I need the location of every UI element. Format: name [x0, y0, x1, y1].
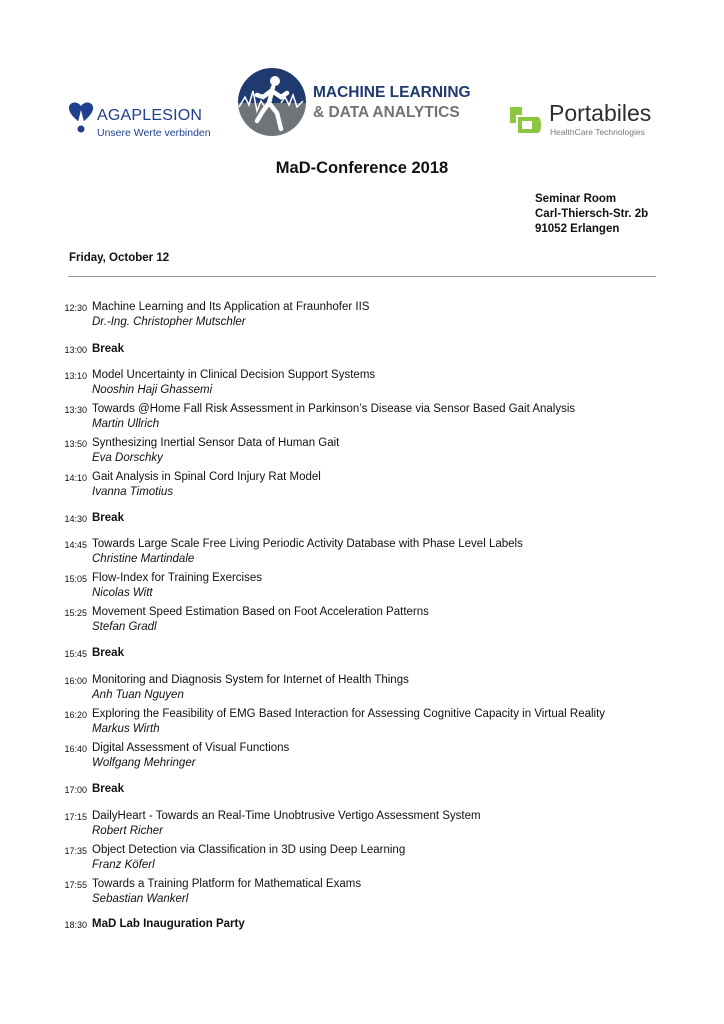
venue-address	[535, 192, 648, 237]
entry-time: 13:00	[64, 345, 87, 355]
agaplesion-tagline: Unsere Werte verbinden	[97, 127, 211, 139]
entry-title: Object Detection via Classification in 3D using Deep Learning	[92, 844, 406, 856]
entry-title: Model Uncertainty in Clinical Decision Support Systems	[92, 369, 376, 381]
page-title: MaD-Conference 2018	[275, 159, 449, 177]
entry-time: 12:30	[64, 303, 87, 313]
entry-time: 17:35	[64, 846, 87, 856]
entry-title: Break	[92, 512, 124, 524]
schedule-day: Friday, October 12	[69, 252, 170, 264]
entry-title: Flow-Index for Training Exercises	[92, 572, 263, 584]
entry-time: 14:10	[64, 473, 87, 483]
entry-speaker: Nicolas Witt	[92, 587, 153, 599]
entry-speaker: Anh Tuan Nguyen	[92, 689, 184, 701]
entry-title: Machine Learning and Its Application at Fraunhofer IIS	[92, 301, 370, 313]
entry-speaker: Robert Richer	[92, 825, 163, 837]
entry-speaker: Ivanna Timotius	[92, 486, 174, 498]
entry-time: 16:40	[64, 744, 87, 754]
entry-time: 15:45	[64, 649, 87, 659]
entry-time: 15:25	[64, 608, 87, 618]
entry-title: Synthesizing Inertial Sensor Data of Human Gait	[92, 437, 340, 449]
entry-time: 14:30	[64, 514, 87, 524]
entry-title: Towards @Home Fall Risk Assessment in Parkinson’s Disease via Sensor Based Gait Analysis	[92, 403, 576, 415]
entry-title: Movement Speed Estimation Based on Foot Acceleration Patterns	[92, 606, 429, 618]
entry-speaker: Dr.-Ing. Christopher Mutschler	[92, 316, 246, 328]
mad-logo	[237, 67, 482, 141]
entry-speaker: Sebastian Wankerl	[92, 893, 189, 905]
agaplesion-name: AGAPLESION	[97, 107, 203, 124]
mad-logo-line2: & DATA ANALYTICS	[313, 104, 460, 121]
divider	[68, 276, 656, 277]
entry-title: Digital Assessment of Visual Functions	[92, 742, 290, 754]
venue-room: Seminar Room	[535, 193, 617, 205]
mad-logo-line1: MACHINE LEARNING	[313, 84, 471, 101]
entry-title: MaD Lab Inauguration Party	[92, 918, 245, 930]
entry-speaker: Wolfgang Mehringer	[92, 757, 196, 769]
entry-time: 15:05	[64, 574, 87, 584]
entry-speaker: Markus Wirth	[92, 723, 160, 735]
entry-speaker: Christine Martindale	[92, 553, 195, 565]
portabiles-logo	[508, 100, 668, 142]
entry-title: Exploring the Feasibility of EMG Based Interaction for Assessing Cognitive Capacity in Virtual Reality	[92, 708, 606, 720]
entry-speaker: Nooshin Haji Ghassemi	[92, 384, 213, 396]
entry-title: Towards a Training Platform for Mathematical Exams	[92, 878, 362, 890]
agaplesion-logo	[68, 100, 211, 142]
entry-time: 14:45	[64, 540, 87, 550]
entry-time: 17:00	[64, 785, 87, 795]
portabiles-tagline: HealthCare Technologies	[550, 127, 645, 137]
venue-street: Carl-Thiersch-Str. 2b	[535, 208, 649, 220]
entry-title: DailyHeart - Towards an Real-Time Unobtrusive Vertigo Assessment System	[92, 810, 481, 822]
runner-icon	[237, 67, 307, 137]
entry-time: 17:15	[64, 812, 87, 822]
entry-time: 13:30	[64, 405, 87, 415]
entry-time: 18:30	[64, 920, 87, 930]
entry-time: 16:20	[64, 710, 87, 720]
entry-title: Towards Large Scale Free Living Periodic Activity Database with Phase Level Labels	[92, 538, 523, 550]
agaplesion-heart-icon	[68, 100, 94, 138]
entry-title: Monitoring and Diagnosis System for Internet of Health Things	[92, 674, 409, 686]
entry-time: 13:50	[64, 439, 87, 449]
entry-time: 16:00	[64, 676, 87, 686]
entry-speaker: Stefan Gradl	[92, 621, 157, 633]
portabiles-name: Portabiles	[549, 100, 652, 126]
entry-title: Break	[92, 783, 124, 795]
entry-speaker: Eva Dorschky	[92, 452, 163, 464]
portabiles-mark-icon	[508, 103, 544, 137]
entry-speaker: Franz Köferl	[92, 859, 155, 871]
entry-title: Break	[92, 343, 124, 355]
venue-city: 91052 Erlangen	[535, 223, 620, 235]
entry-time: 13:10	[64, 371, 87, 381]
entry-title: Gait Analysis in Spinal Cord Injury Rat Model	[92, 471, 321, 483]
entry-speaker: Martin Ullrich	[92, 418, 160, 430]
entry-time: 17:55	[64, 880, 87, 890]
logo-bar	[0, 0, 724, 150]
entry-title: Break	[92, 647, 124, 659]
